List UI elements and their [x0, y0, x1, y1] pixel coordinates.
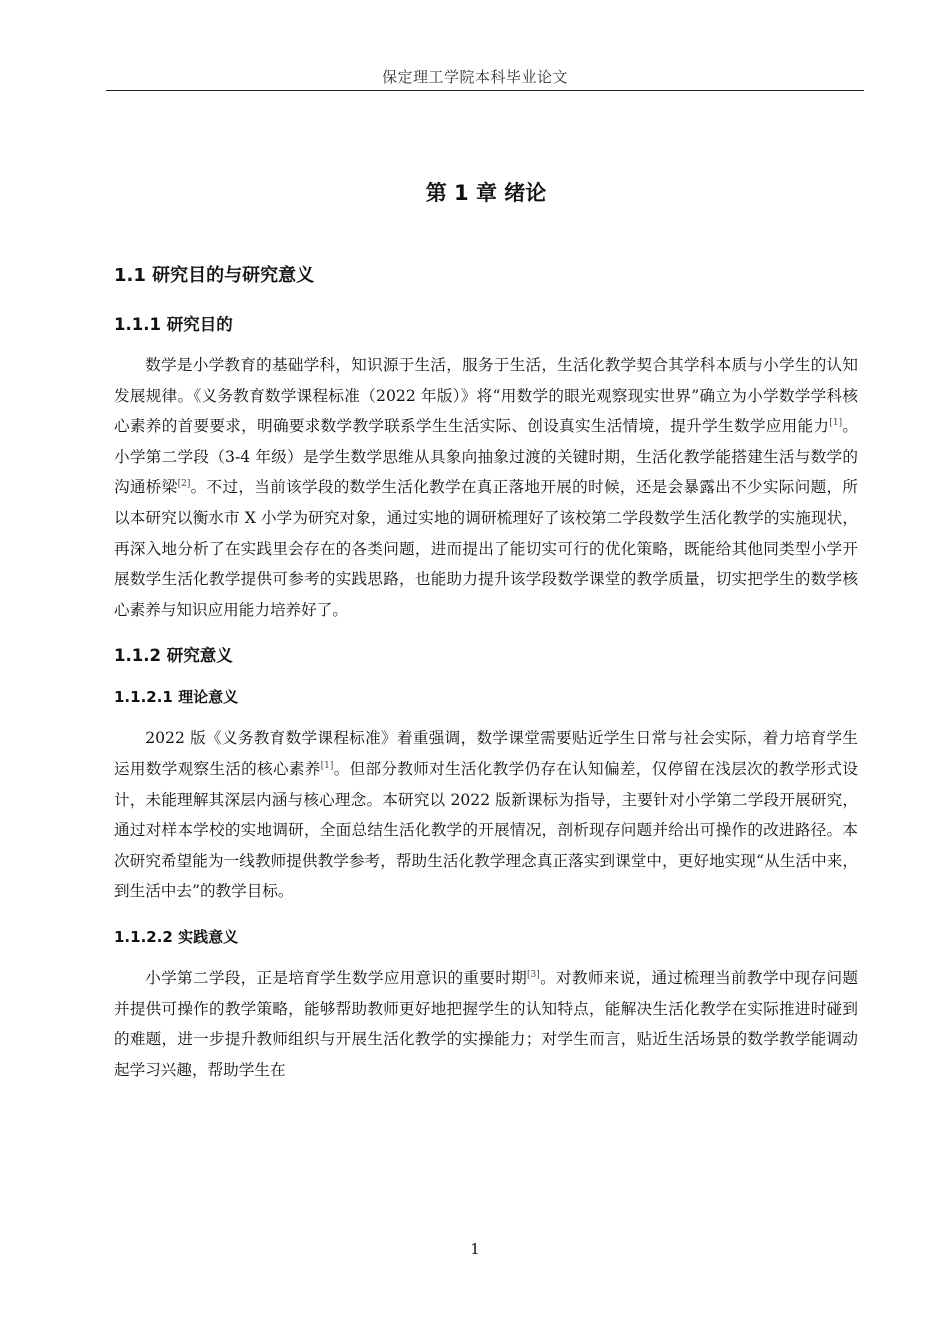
text-run: 。不过，当前该学段的数学生活化教学在真正落地开展的时候，还是会暴露出不少实际问题，所以本研究以衡水市 X 小学为研究对象，通过实地的调研梳理好了该校第二学段数学生活化教学的实施现状，再深入地分析了在实践里会存在的各类问题，进而提出了能切实可行的优化策略，既能给其他同类型小学开展数学生活化教学提供可参考的实践思路，也能助力提升该学段数学课堂的教学质量，切实把学生的数学核心素养与知识应用能力培养好了。	[114, 478, 858, 619]
header-title: 保定理工学院本科毕业论文	[381, 68, 568, 86]
paragraph-theoretical-significance	[114, 723, 858, 907]
citation-ref: [1]	[320, 760, 334, 771]
section-heading-1-1-2-1: 1.1.2.1 理论意义	[114, 688, 239, 707]
text-run: 。但部分教师对生活化教学仍存在认知偏差，仅停留在浅层次的教学形式设计，未能理解其深层内涵与核心理念。本研究以 2022 版新课标为指导，主要针对小学第二学段开展研究，通过对样本学校的实地调研，全面总结生活化教学的开展情况，剖析现存问题并给出可操作的改进路径。本次研究希望能为一线教师提供教学参考，帮助生活化教学理念真正落实到课堂中，更好地实现“从生活中来，到生活中去”的教学目标。	[114, 759, 858, 901]
page-body	[114, 176, 858, 1085]
section-heading-1-1-2-2: 1.1.2.2 实践意义	[114, 927, 239, 946]
citation-ref: [3]	[527, 969, 540, 980]
paragraph-practical-significance	[114, 963, 858, 1085]
citation-ref: [1]	[829, 418, 843, 429]
citation-ref: [2]	[177, 479, 191, 490]
section-heading-1-1-2: 1.1.2 研究意义	[114, 646, 233, 666]
header-divider	[106, 90, 864, 91]
chapter-title: 第 1 章 绪论	[425, 181, 547, 205]
text-run: 小学第二学段，正是培育学生数学应用意识的重要时期	[145, 968, 528, 987]
paragraph-research-purpose	[114, 350, 858, 625]
text-run: 。小学第二学段（3-4 年级）是学生数学思维从具象向抽象过渡的关键时期，生活化教学能搭建生活与数学的沟通桥梁	[114, 417, 858, 497]
text-run: 。对教师来说，通过梳理当前教学中现存问题并提供可操作的教学策略，能够帮助教师更好地把握学生的认知特点，能解决生活化教学在实际推进时碰到的难题，进一步提升教师组织与开展生活化教学的实操能力；对学生而言，贴近生活场景的数学教学能调动起学习兴趣，帮助学生在	[114, 968, 858, 1079]
text-run: 2022 版《义务教育数学课程标准》着重强调，数学课堂需要贴近学生日常与社会实际，着力培育学生运用数学观察生活的核心素养	[114, 729, 858, 778]
page-number: 1	[470, 1240, 480, 1258]
section-heading-1-1-1: 1.1.1 研究目的	[114, 315, 233, 334]
text-run: 数学是小学教育的基础学科，知识源于生活，服务于生活，生活化教学契合其学科本质与小学生的认知发展规律。《义务教育数学课程标准（2022 年版）》将“用数学的眼光观察现实世界”确立为小学数学学科核心素养的首要要求，明确要求数学教学联系学生生活实际、创设真实生活情境，提升学生数学应用能力	[114, 356, 858, 436]
section-heading-1-1: 1.1 研究目的与研究意义	[114, 265, 315, 286]
